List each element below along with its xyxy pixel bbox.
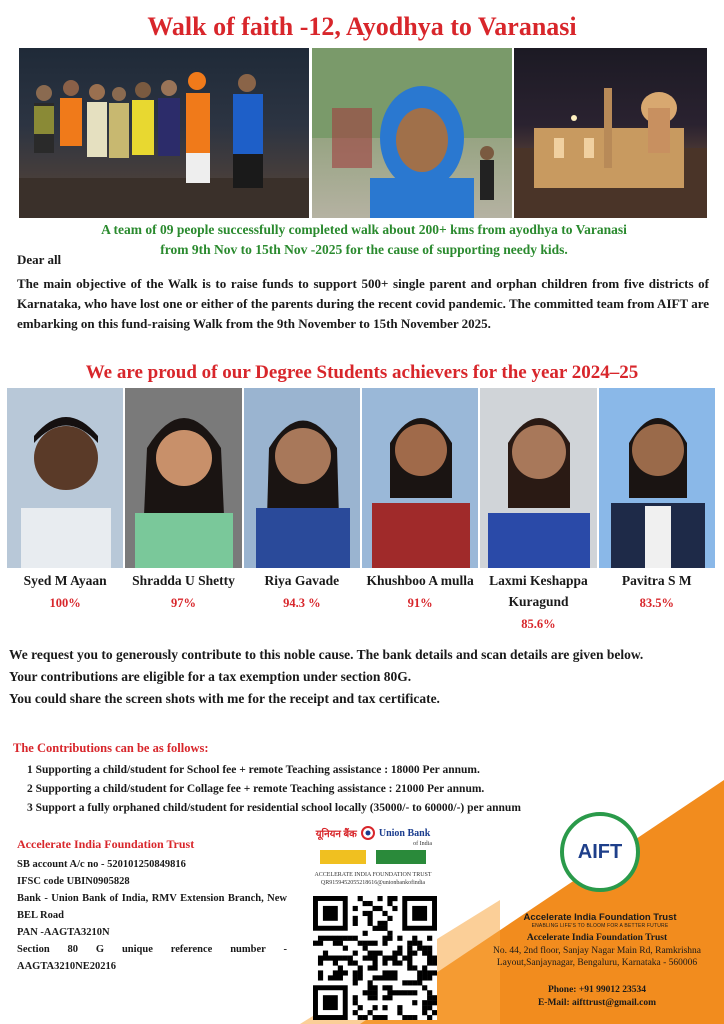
contributions-list [27,761,521,818]
student-name: Pavitra S M [621,573,692,588]
bank-detail-line: SB account A/c no - 520101250849816 [17,859,186,870]
student-entry [125,570,241,634]
aift-email[interactable]: E-Mail: aifttrust@gmail.com [537,998,657,1008]
aift-logo-text: AIFT [577,840,623,863]
student-name: Riya Gavade [264,573,340,588]
student-entry [7,570,123,634]
student-photo [244,388,360,568]
union-bank-hindi-name: यूनियन बैंक [315,829,357,840]
student-photos [7,388,715,568]
union-bank-of-india: of India [413,841,432,847]
walker-selfie-photo [312,48,512,218]
student-score: 97% [170,596,196,610]
qr-trust-name: ACCELERATE INDIA FOUNDATION TRUST [314,872,432,878]
qr-upi-id: QR9159452055218616@unionbankofindia [320,880,426,886]
student-score: 83.5% [639,596,674,610]
aift-address-title: Accelerate India Foundation Trust [526,933,668,943]
student-entry [599,570,715,634]
request-line: Your contributions are eligible for a tax exemption under section 80G. [9,669,412,684]
student-entry [480,570,596,634]
contribution-item: 3 Support a fully orphaned child/student for residential school locally (35000/- to 60000/-) per annum [27,802,521,814]
student-photo [362,388,478,568]
bank-detail-line: IFSC code UBIN0905828 [17,876,130,887]
walk-summary-line-2: from 9th Nov to 15th Nov -2025 for the cause of supporting needy kids. [160,242,568,257]
walk-summary-line-1: A team of 09 people successfully completed walk about 200+ kms from ayodhya to Varanasi [101,222,627,237]
contribution-item: 2 Supporting a child/student for Collage fee + remote Teaching assistance : 21000 Per annum. [27,783,485,795]
student-entry [244,570,360,634]
bank-detail-line: Bank - Union Bank of India, RMV Extension Branch, New BEL Road [17,893,287,921]
bank-details-title: Accelerate India Foundation Trust [17,837,195,851]
request-line: We request you to generously contribute to this noble cause. The bank details and scan details are given below. [9,647,644,662]
aift-phone: Phone: +91 99012 23534 [547,985,647,995]
student-photo [599,388,715,568]
achievers-heading: We are proud of our Degree Students achievers for the year 2024–25 [85,362,639,383]
student-name: Khushboo A mulla [366,573,474,588]
student-photo [7,388,123,568]
aift-address [470,932,724,970]
aift-brand-name: Accelerate India Foundation Trust [523,912,677,923]
contribution-item: 1 Supporting a child/student for School fee + remote Teaching assistance : 18000 Per annum. [27,764,480,776]
student-score: 94.3 % [283,596,321,610]
student-name: Laxmi Keshappa Kuragund [489,573,588,609]
student-names [7,570,715,634]
partner-bank-logos [308,848,438,866]
bank-detail-line: PAN -AAGTA3210N [17,927,110,938]
contributions-title: The Contributions can be as follows: [13,741,209,755]
aift-brand-tagline: ENABLING LIFE'S TO BLOOM FOR A BETTER FUTURE [531,923,669,929]
greeting: Dear all [17,252,62,267]
aift-contact [470,984,724,1010]
bank-details [17,837,287,975]
aift-logo [560,812,640,892]
varanasi-night-photo [514,48,707,218]
student-entry [362,570,478,634]
bank-detail-line: Section 80 G unique reference number - AAGTA3210NE20216 [17,944,287,972]
student-photo [480,388,596,568]
aift-address-text: No. 44, 2nd floor, Sanjay Nagar Main Rd, Ramkrishna Layout,Sanjaynagar, Bengaluru, Karnataka - 560006 [492,945,702,968]
objective-paragraph: The main objective of the Walk is to raise funds to support 500+ single parent and orphan children from five districts of Karnataka, who have lost one or either of the parents during the recent covid pandemic. The committed team from AIFT are embarking on this fund-raising Walk from the 9th November to 15th November 2025. [17,276,709,331]
student-score: 100% [49,596,81,610]
union-bank-name: Union Bank [378,827,431,839]
team-walk-photo [19,48,309,218]
request-paragraph [9,644,715,710]
poster-title: Walk of faith -12, Ayodhya to Varanasi [147,12,577,41]
request-line: You could share the screen shots with me for the receipt and tax certificate. [9,691,440,706]
student-score: 91% [407,596,433,610]
union-bank-block [308,826,438,887]
union-bank-icon [361,826,375,840]
aift-brand [480,912,720,929]
union-bank-logo [308,826,438,840]
student-name: Syed M Ayaan [23,573,107,588]
student-photo [125,388,241,568]
payment-qr-code[interactable] [313,896,437,1020]
student-score: 85.6% [521,617,556,631]
walk-summary [14,220,714,260]
student-name: Shradda U Shetty [132,573,235,588]
